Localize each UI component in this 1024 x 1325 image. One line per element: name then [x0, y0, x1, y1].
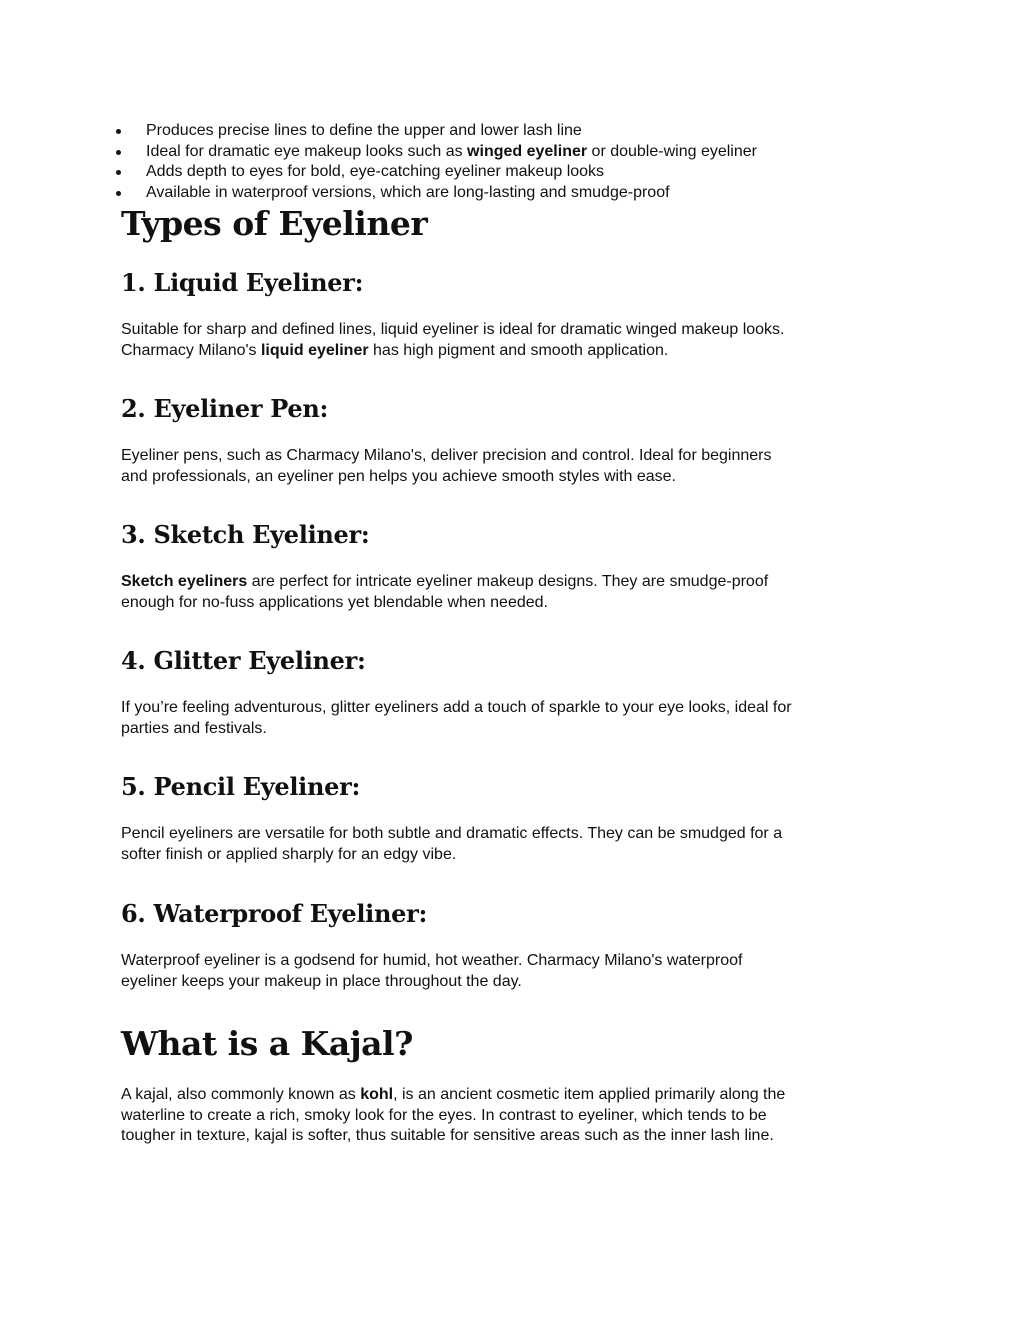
body-text: Pencil eyeliners are versatile for both subtle and dramatic effects. They can be smudged for a [121, 825, 783, 842]
list-item [121, 121, 911, 142]
bullet-icon [116, 129, 121, 134]
body-bold-text: kohl [360, 1086, 394, 1103]
body-text: softer finish or applied sharply for an edgy vibe. [121, 845, 457, 863]
body-text: Eyeliner pens, such as Charmacy Milano's, deliver precision and control. Ideal for beginners [121, 447, 772, 464]
body-text: , is an ancient cosmetic item applied primarily along the [393, 1086, 786, 1103]
section-body-waterproof-eyeliner [121, 951, 911, 992]
list-item-bold-text: winged eyeliner [467, 142, 588, 160]
body-text: Suitable for sharp and defined lines, liquid eyeliner is ideal for dramatic winged makeup looks. [121, 321, 785, 338]
list-item [121, 142, 911, 163]
section-heading-sketch-eyeliner: 3. Sketch Eyeliner: [121, 520, 370, 549]
list-item-text: or double-wing eyeliner [587, 142, 757, 160]
list-item-text: Ideal for dramatic eye makeup looks such as [146, 142, 468, 160]
kajal-heading: What is a Kajal? [121, 1024, 413, 1063]
body-text: waterline to create a rich, smoky look for the eyes. In contrast to eyeliner, which tends to be [121, 1106, 767, 1124]
section-body-sketch-eyeliner [121, 572, 911, 613]
list-item-text: Produces precise lines to define the upper and lower lash line [146, 122, 582, 139]
body-text: Charmacy Milano's [121, 341, 261, 359]
bullet-icon [116, 191, 121, 196]
body-bold-text: Sketch eyeliners [121, 573, 248, 590]
section-heading-eyeliner-pen: 2. Eyeliner Pen: [121, 394, 329, 423]
kajal-body [121, 1085, 911, 1147]
section-body-pencil-eyeliner [121, 824, 911, 865]
list-item [121, 162, 911, 183]
list-item [121, 183, 911, 204]
bullet-icon [116, 150, 121, 155]
body-text: eyeliner keeps your makeup in place throughout the day. [121, 972, 522, 990]
section-body-eyeliner-pen [121, 446, 911, 487]
body-text: parties and festivals. [121, 719, 267, 737]
section-body-glitter-eyeliner [121, 698, 911, 739]
types-heading: Types of Eyeliner [121, 204, 428, 243]
section-heading-glitter-eyeliner: 4. Glitter Eyeliner: [121, 646, 366, 675]
section-heading-waterproof-eyeliner: 6. Waterproof Eyeliner: [121, 899, 428, 928]
body-text: Waterproof eyeliner is a godsend for humid, hot weather. Charmacy Milano's waterproof [121, 952, 743, 969]
benefits-list [121, 121, 911, 203]
body-text: A kajal, also commonly known as [121, 1086, 361, 1103]
body-text: and professionals, an eyeliner pen helps you achieve smooth styles with ease. [121, 467, 676, 485]
body-bold-text: liquid eyeliner [260, 341, 369, 359]
body-text: tougher in texture, kajal is softer, thus suitable for sensitive areas such as the inner lash line. [121, 1127, 774, 1144]
section-heading-liquid-eyeliner: 1. Liquid Eyeliner: [121, 268, 364, 297]
body-text: are perfect for intricate eyeliner makeup designs. They are smudge-proof [247, 573, 769, 590]
body-text: enough for no-fuss applications yet blendable when needed. [121, 593, 548, 611]
list-item-text: Adds depth to eyes for bold, eye-catching eyeliner makeup looks [146, 163, 605, 180]
body-text: If you’re feeling adventurous, glitter eyeliners add a touch of sparkle to your eye looks, ideal for [121, 699, 792, 716]
section-heading-pencil-eyeliner: 5. Pencil Eyeliner: [121, 772, 360, 801]
body-text: has high pigment and smooth application. [368, 341, 669, 359]
section-body-liquid-eyeliner [121, 320, 911, 361]
list-item-text: Available in waterproof versions, which are long-lasting and smudge-proof [146, 183, 670, 201]
bullet-icon [116, 170, 121, 175]
